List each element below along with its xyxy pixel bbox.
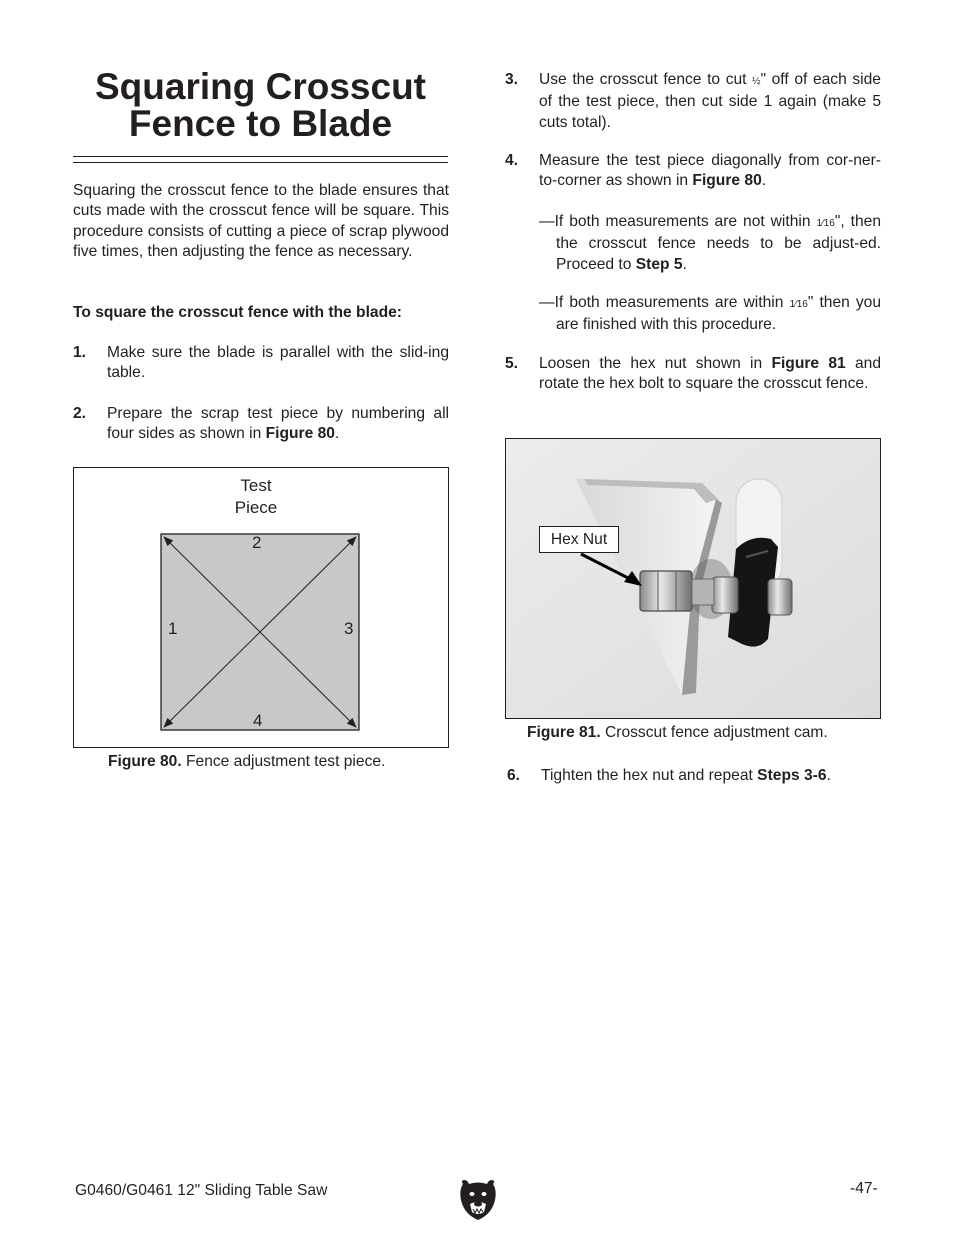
bear-logo-icon	[458, 1178, 498, 1222]
footer-page-number: -47-	[850, 1180, 878, 1197]
figure-81-caption: Figure 81. Crosscut fence adjustment cam.	[527, 724, 828, 741]
step-4-number: 4.	[505, 152, 519, 169]
test-piece-label: Test Piece	[234, 476, 278, 517]
step-1-text: Make sure the blade is parallel with the slid-ing table.	[107, 344, 449, 382]
crosscut-fence-cam-photo	[506, 439, 881, 719]
step-1-number: 1.	[73, 344, 87, 361]
figure-80-reference: Figure 80	[265, 425, 335, 443]
step-6-number: 6.	[507, 767, 521, 784]
step-4-note-not-within: —If both measurements are not within 1⁄16", then the crosscut fence needs to be adjust-ed. Proceed to Step 5.	[539, 213, 881, 273]
title-rule-bottom	[73, 162, 448, 163]
step-5-number: 5.	[505, 355, 519, 372]
step-2-text: Prepare the scrap test piece by numbering all four sides as shown in Figure 80.	[107, 405, 449, 443]
side-label-3: 3	[344, 619, 354, 638]
footer-model: G0460/G0461 12" Sliding Table Saw	[75, 1182, 328, 1199]
page-title-line1: Squaring Crosscut	[95, 66, 426, 107]
step-3-text: Use the crosscut fence to cut ½" off of each side of the test piece, then cut side 1 again (make 5 cuts total).	[539, 71, 881, 131]
procedure-subheading: To square the crosscut fence with the blade:	[73, 304, 402, 321]
side-label-4: 4	[253, 711, 263, 730]
step-4-text: Measure the test piece diagonally from cor-ner-to-corner as shown in Figure 80.	[539, 152, 881, 190]
intro-paragraph: Squaring the crosscut fence to the blade ensures that cuts made with the crosscut fence will be square. This procedure consists of cutting a piece of scrap plywood five times, then adjusting the fence as necessary.	[73, 182, 449, 260]
side-label-2: 2	[252, 533, 262, 552]
hex-nut-callout-label: Hex Nut	[539, 526, 619, 553]
step-6-text: Tighten the hex nut and repeat Steps 3-6.	[541, 767, 831, 784]
figure-81-photo	[505, 438, 881, 719]
page-title-line2: Fence to Blade	[128, 103, 393, 144]
figure-80-box	[73, 467, 449, 748]
figure-80-caption: Figure 80. Fence adjustment test piece.	[108, 753, 386, 770]
step-5-text: Loosen the hex nut shown in Figure 81 and rotate the hex bolt to square the crosscut fence.	[539, 355, 881, 393]
title-rule-top	[73, 156, 448, 157]
step-4-note-within: —If both measurements are within 1⁄16" then you are finished with this procedure.	[539, 294, 882, 334]
hex-nut-shape	[640, 571, 692, 611]
step-3-number: 3.	[505, 71, 519, 88]
page-title	[73, 68, 448, 142]
step-2-number: 2.	[73, 405, 87, 422]
side-label-1: 1	[168, 619, 178, 638]
